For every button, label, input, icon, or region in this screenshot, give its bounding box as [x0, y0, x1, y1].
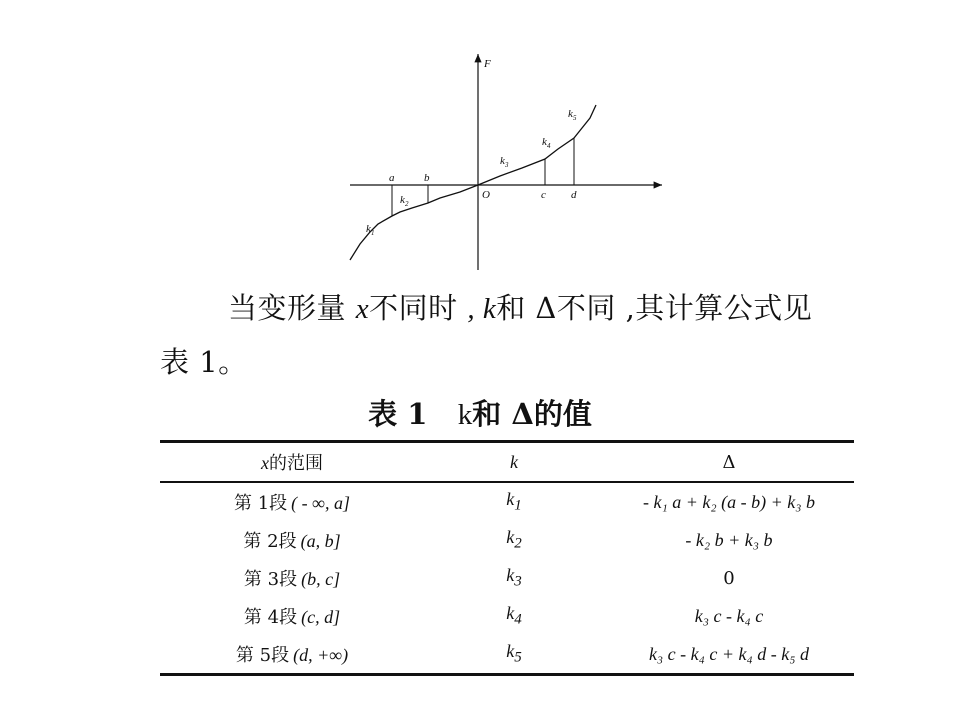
segment-cell	[160, 521, 424, 559]
caption-k: k	[457, 399, 473, 431]
svg-text:k: k	[400, 194, 405, 206]
table-row	[160, 521, 854, 559]
header-x-range	[160, 442, 424, 483]
segment-cell	[160, 635, 424, 675]
svg-text:1: 1	[371, 229, 375, 237]
point-b: b	[424, 172, 430, 184]
segment-range: (c, d]	[301, 607, 341, 627]
k-subscript: 3	[514, 573, 522, 590]
piecewise-force-figure	[340, 48, 670, 273]
point-c: c	[541, 189, 546, 201]
k-cell	[424, 521, 604, 559]
table-row	[160, 597, 854, 635]
table-row	[160, 559, 854, 597]
slope-label-k3	[500, 155, 509, 169]
k-symbol: k	[506, 641, 515, 662]
point-d: d	[571, 189, 577, 201]
segment-range: (d, +∞)	[293, 645, 349, 665]
svg-text:4: 4	[547, 142, 551, 150]
para-text-3: 和 Δ不同 ,其计算公式见	[496, 291, 813, 325]
segment-range: ( - ∞, a]	[291, 493, 350, 513]
caption-prefix: 表 1	[368, 397, 428, 431]
slope-label-k1	[366, 223, 375, 237]
table-caption	[0, 392, 960, 433]
segment-range: (a, b]	[300, 531, 341, 551]
segment-label: 第 5段	[235, 645, 290, 666]
point-a: a	[389, 172, 395, 184]
para-text-2: 不同时	[369, 291, 468, 325]
segment-label: 第 1段	[233, 493, 288, 514]
header-range-text: 的范围	[269, 453, 323, 474]
origin-label: O	[482, 189, 490, 201]
para-var-x: x	[355, 293, 370, 325]
k-subscript: 5	[514, 649, 522, 666]
svg-text:k: k	[366, 223, 371, 235]
segment-label: 第 3段	[243, 569, 298, 590]
delta-cell: k₃ c - k₄ c	[694, 605, 764, 626]
k-delta-table	[160, 440, 854, 676]
header-x-var: x	[261, 453, 269, 473]
k-subscript: 1	[514, 497, 522, 514]
slope-label-k4	[542, 136, 551, 150]
segment-range: (b, c]	[301, 569, 341, 589]
k-cell	[424, 482, 604, 521]
para-text-1: 当变形量	[228, 291, 356, 325]
delta-cell: - k₂ b + k₃ b	[685, 529, 773, 550]
para-comma: ,	[467, 293, 476, 325]
svg-text:5: 5	[573, 114, 577, 122]
slope-label-k2	[400, 194, 409, 208]
svg-text:k: k	[542, 136, 547, 148]
k-cell	[424, 635, 604, 675]
segment-cell	[160, 559, 424, 597]
svg-text:2: 2	[405, 200, 409, 208]
segment-label: 第 2段	[243, 531, 297, 552]
segment-cell	[160, 482, 424, 521]
delta-cell: k₃ c - k₄ c + k₄ d - k₅ d	[648, 643, 810, 664]
k-symbol: k	[506, 489, 515, 510]
svg-text:k: k	[568, 108, 573, 120]
k-cell	[424, 559, 604, 597]
para-var-k: k	[475, 293, 497, 325]
delta-cell: - k₁ a + k₂ (a - b) + k₃ b	[642, 491, 815, 512]
paragraph-line-1	[228, 282, 812, 335]
svg-text:k: k	[500, 155, 505, 167]
k-subscript: 4	[514, 611, 522, 628]
table-row	[160, 635, 854, 675]
k-symbol: k	[506, 527, 515, 548]
force-curve	[350, 105, 596, 260]
segment-label: 第 4段	[243, 607, 298, 628]
header-delta: Δ	[722, 451, 736, 473]
segment-cell	[160, 597, 424, 635]
paragraph-line-2: 表 1。	[160, 345, 248, 379]
k-symbol: k	[506, 565, 515, 586]
table-header-row	[160, 442, 854, 483]
header-k: k	[510, 451, 518, 472]
k-subscript: 2	[514, 535, 522, 552]
svg-text:3: 3	[505, 161, 509, 169]
delta-cell: 0	[723, 567, 735, 589]
axis-label-f: F	[484, 58, 491, 70]
table-row	[160, 482, 854, 521]
k-symbol: k	[506, 603, 515, 624]
k-cell	[424, 597, 604, 635]
caption-rest: 和 Δ的值	[472, 397, 592, 431]
slope-label-k5	[568, 108, 577, 122]
